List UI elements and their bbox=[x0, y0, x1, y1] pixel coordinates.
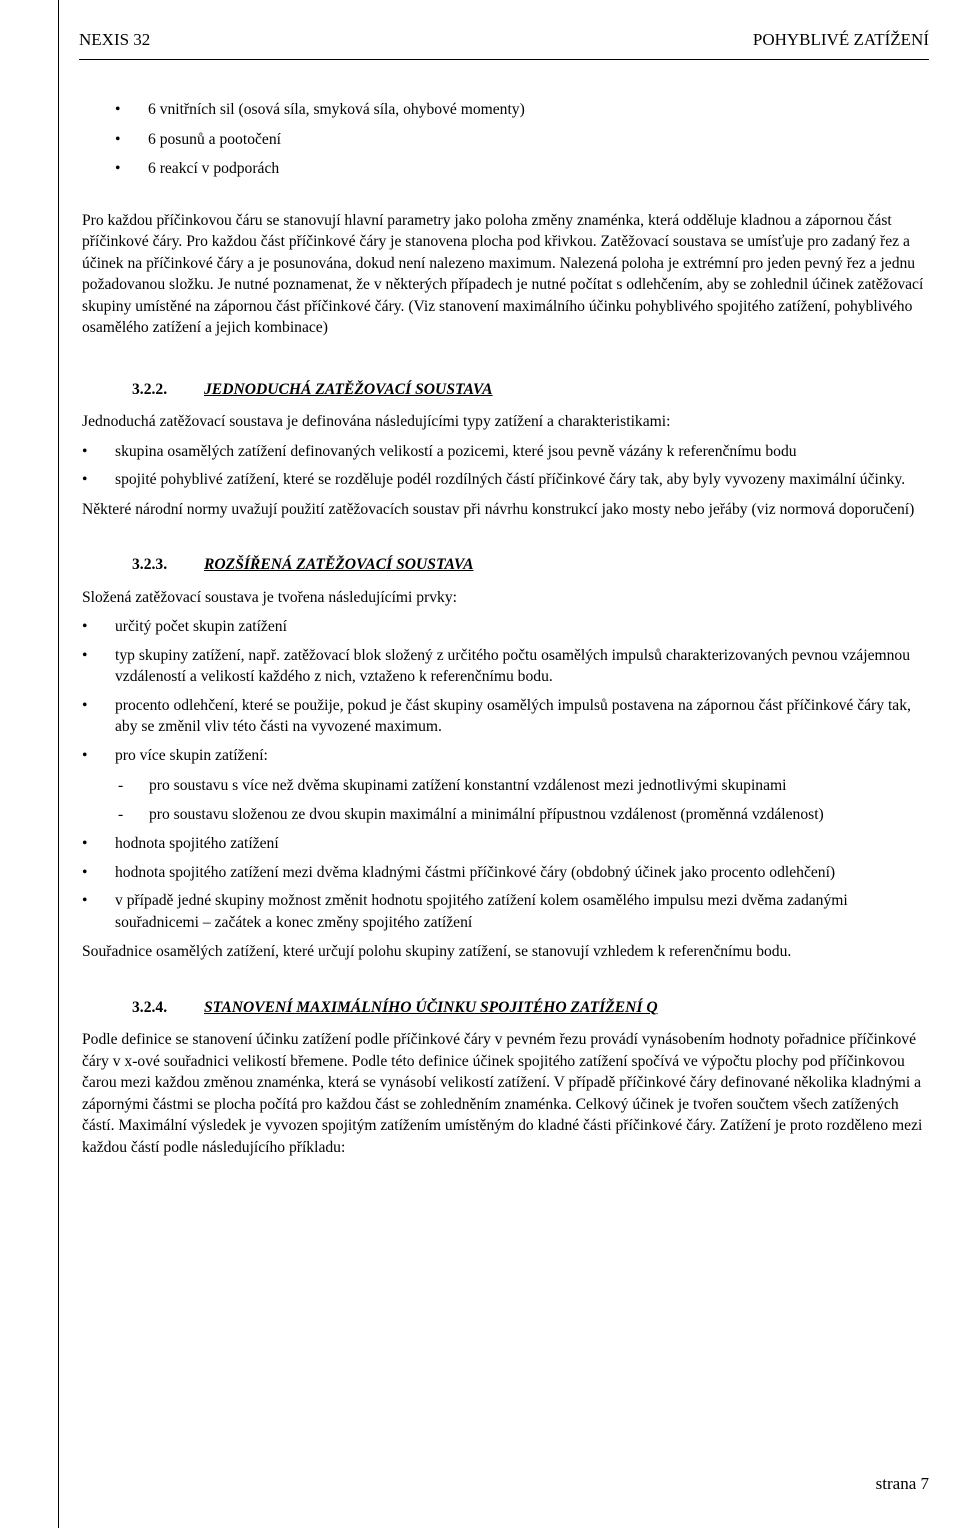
list-item: • určitý počet skupin zatížení bbox=[82, 616, 930, 638]
list-item: • v případě jedné skupiny možnost změnit hodnotu spojitého zatížení kolem osamělého impulsu mezi dvěma zadanými souřadnicemi – začátek a konec změny spojitého zatížení bbox=[82, 892, 848, 931]
bullet-icon: • bbox=[82, 863, 88, 881]
list-item: • procento odlehčení, které se použije, pokud je část skupiny osamělých impulsů postavena na zápornou část příčinkové čáry tak, aby se změnil vliv této části na vyvozené maximum. bbox=[82, 696, 911, 735]
bullet-icon: • bbox=[115, 130, 121, 148]
dash-icon: - bbox=[118, 805, 124, 823]
bullet-icon: • bbox=[115, 101, 121, 118]
section-outro: Souřadnice osamělých zatížení, které určují polohu skupiny zatížení, se stanovují vzhledem k referenčnímu bodu. bbox=[82, 943, 792, 960]
list-item: • hodnota spojitého zatížení bbox=[82, 833, 930, 855]
list-item: - pro soustavu s více než dvěma skupinami zatížení konstantní vzdálenost mezi jednotlivými skupinami bbox=[82, 775, 930, 797]
bullet-icon: • bbox=[115, 160, 121, 177]
list-item: • hodnota spojitého zatížení mezi dvěma kladnými částmi příčinkové čáry (obdobný účinek jako procento odlehčení) bbox=[82, 862, 930, 884]
list-item: • skupina osamělých zatížení definovaných velikostí a pozicemi, které jsou pevně vázány k referenčnímu bodu bbox=[82, 441, 930, 463]
section-intro: Složená zatěžovací soustava je tvořena následujícími prvky: bbox=[82, 588, 457, 606]
bullet-icon: • bbox=[82, 618, 88, 635]
list-item: • 6 reakcí v podporách bbox=[82, 158, 930, 180]
bullet-list bbox=[82, 833, 930, 933]
bullet-list bbox=[82, 616, 930, 766]
bullet-icon: • bbox=[82, 471, 88, 488]
header-left: NEXIS 32 bbox=[79, 30, 151, 49]
bullet-icon: • bbox=[82, 835, 88, 852]
section-heading: 3.2.2. JEDNODUCHÁ ZATĚŽOVACÍ SOUSTAVA bbox=[132, 380, 493, 398]
list-item: - pro soustavu složenou ze dvou skupin maximální a minimální přípustnou vzdálenost (proměnná vzdálenost) bbox=[82, 804, 930, 826]
list-item: • pro více skupin zatížení: bbox=[82, 745, 930, 767]
section-heading: 3.2.3. ROZŠÍŘENÁ ZATĚŽOVACÍ SOUSTAVA bbox=[132, 556, 474, 573]
bullet-icon: • bbox=[82, 646, 88, 664]
page-number: strana 7 bbox=[875, 1474, 929, 1493]
header-rule bbox=[79, 59, 929, 60]
header-right: POHYBLIVÉ ZATÍŽENÍ bbox=[752, 30, 929, 49]
list-item: • 6 posunů a pootočení bbox=[82, 129, 930, 151]
section-text: Podle definice se stanovení účinku zatížení podle příčinkové čáry v pevném řezu provádí vynásobením hodnoty pořadnice příčinkové čáry v x-ové souřadnici velikostí břemene. Podle této definice účinek spojitého zatížení spočívá ve výpočtu plochy pod příčinkovou čarou mezi každou změnou znaménka, která se vynásobí velikostí zatížení. V případě příčinkové čáry definované několika kladnými a zápornými částmi se plocha počítá pro každou část se zohledněním znaménka. Celkový účinek je tvořen součtem všech zatížených částí. Maximální výsledek je vyvozen spojitým zatížením umístěným do kladné části příčinkové čáry. Zatížení je proto rozděleno mezi každou částí podle následujícího příkladu: bbox=[82, 1031, 923, 1156]
list-item: • 6 vnitřních sil (osová síla, smyková síla, ohybové momenty) bbox=[82, 99, 930, 121]
page-header bbox=[79, 30, 929, 58]
bullet-icon: • bbox=[82, 696, 88, 714]
bullet-icon: • bbox=[82, 746, 88, 764]
bullet-icon: • bbox=[82, 442, 88, 460]
dash-icon: - bbox=[118, 777, 124, 794]
section-heading: 3.2.4. STANOVENÍ MAXIMÁLNÍHO ÚČINKU SPOJITÉHO ZATÍŽENÍ Q bbox=[132, 998, 658, 1016]
section-intro: Jednoduchá zatěžovací soustava je definována následujícími typy zatížení a charakteristikami: bbox=[82, 413, 671, 430]
section-outro: Některé národní normy uvažují použití zatěžovacích soustav při návrhu konstrukcí jako mosty nebo jeřáby (viz normová doporučení) bbox=[82, 500, 915, 518]
list-item: • typ skupiny zatížení, např. zatěžovací blok složený z určitého počtu osamělých impulsů charakterizovaných pevnou vzájemnou vzdáleností a velikostí každého z nich, vztaženo k referenčnímu bodu. bbox=[82, 646, 911, 685]
list-item: • spojité pohyblivé zatížení, které se rozděluje podél rozdílných částí příčinkové čáry tak, aby byly vyvozeny maximální účinky. bbox=[82, 469, 930, 491]
bullet-icon: • bbox=[82, 892, 88, 909]
dash-list bbox=[82, 775, 930, 825]
bullet-list bbox=[82, 441, 930, 491]
summary-list bbox=[82, 99, 930, 180]
paragraph: Pro každou příčinkovou čáru se stanovují hlavní parametry jako poloha změny znaménka, která odděluje kladnou a zápornou část příčinkové čáry. Pro každou část příčinkové čáry je stanovena plocha pod křivkou. Zatěžovací soustava se umísťuje pro zadaný řez a účinek na příčinkové čáry a je posunována, dokud není nalezeno maximum. Nalezená poloha je extrémní pro jeden pevný řez a jednu požadovanou složku. Je nutné poznamenat, že v některých případech je nutné počítat s odlehčením, aby se zohlednil účinek zatěžovací skupiny umístěné na zápornou část příčinkové čáry. (Viz stanovení maximálního účinku pohyblivého spojitého zatížení, pohyblivého osamělého zatížení a jejich kombinace) bbox=[82, 211, 924, 336]
left-margin-line bbox=[58, 0, 59, 1528]
page-content bbox=[82, 99, 930, 1158]
